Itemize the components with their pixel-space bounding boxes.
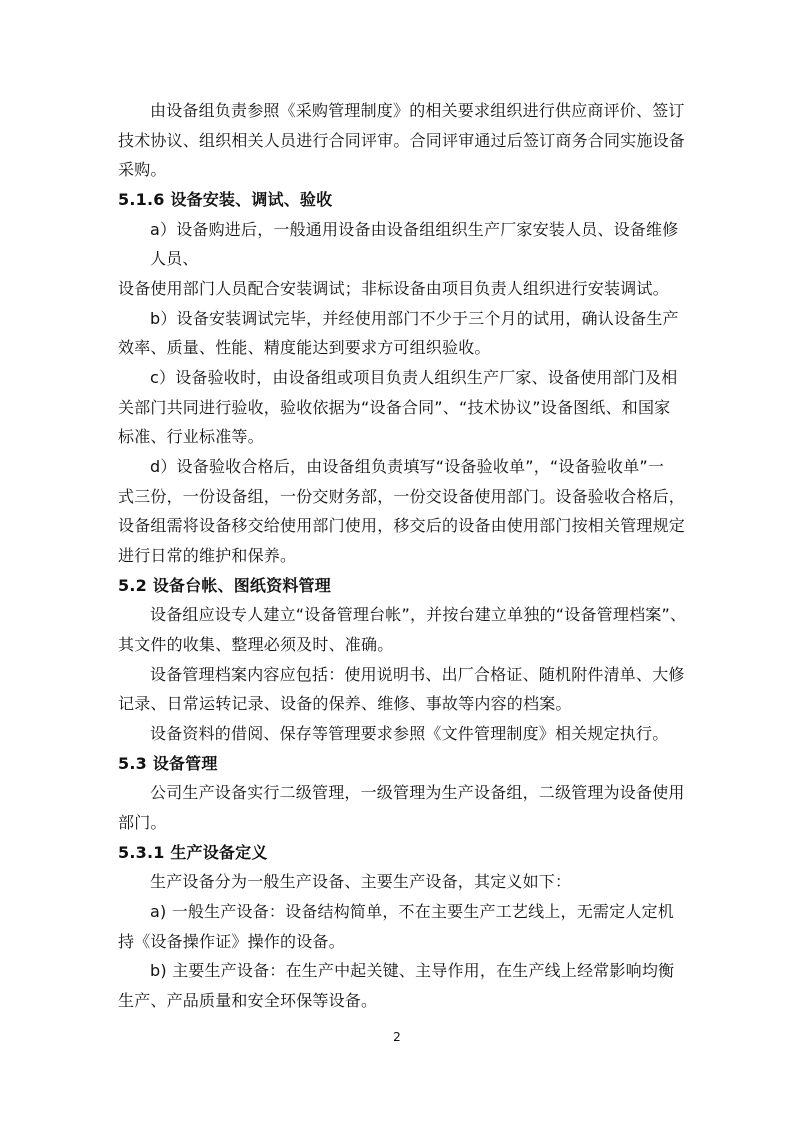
paragraph-line: 设备管理档案内容应包括：使用说明书、出厂合格证、随机附件清单、大修 <box>150 665 685 684</box>
section-heading-5-3-1: 5.3.1 生产设备定义 <box>118 843 268 862</box>
paragraph-line: 式三份，一份设备组，一份交财务部，一份交设备使用部门。设备验收合格后， <box>118 487 686 506</box>
paragraph-line: 公司生产设备实行二级管理，一级管理为生产设备组，二级管理为设备使用 <box>150 783 685 802</box>
list-item-c: c）设备验收时，由设备组或项目负责人组织生产厂家、设备使用部门及相 <box>150 368 678 387</box>
paragraph-line: 设备组应设专人建立“设备管理台帐”，并按台建立单独的“设备管理档案”、 <box>150 605 687 624</box>
paragraph-line: 采购。 <box>118 160 167 179</box>
section-heading-5-3: 5.3 设备管理 <box>118 754 218 773</box>
section-heading-5-1-6: 5.1.6 设备安装、调试、验收 <box>118 190 333 209</box>
paragraph-line: 由设备组负责参照《采购管理制度》的相关要求组织进行供应商评价、签订 <box>150 101 685 120</box>
section-heading-5-2: 5.2 设备台帐、图纸资料管理 <box>118 576 331 595</box>
paragraph-line: 生产、产品质量和安全环保等设备。 <box>118 991 378 1010</box>
list-item-d: d）设备验收合格后，由设备组负责填写“设备验收单”，“设备验收单”一 <box>150 457 665 476</box>
paragraph-line: 设备使用部门人员配合安装调试；非标设备由项目负责人组织进行安装调试。 <box>118 279 669 298</box>
paragraph-line: 人员、 <box>150 249 199 268</box>
paragraph-line: 部门。 <box>118 813 167 832</box>
paragraph-line: 其文件的收集、整理必须及时、准确。 <box>118 635 394 654</box>
paragraph-line: 标准、行业标准等。 <box>118 427 264 446</box>
paragraph-line: 进行日常的维护和保养。 <box>118 546 297 565</box>
page-number: 2 <box>393 1030 401 1044</box>
paragraph-line: 持《设备操作证》操作的设备。 <box>118 932 345 951</box>
paragraph-line: 效率、质量、性能、精度能达到要求方可组织验收。 <box>118 338 491 357</box>
list-item-a-general-equipment: a) 一般生产设备：设备结构简单，不在主要生产工艺线上，无需定人定机 <box>150 902 674 921</box>
paragraph-line: 记录、日常运转记录、设备的保养、维修、事故等内容的档案。 <box>118 694 572 713</box>
list-item-a: a）设备购进后，一般通用设备由设备组组织生产厂家安装人员、设备维修 <box>150 220 679 239</box>
list-item-b-main-equipment: b) 主要生产设备：在生产中起关键、主导作用，在生产线上经常影响均衡 <box>150 961 675 980</box>
paragraph-line: 设备资料的借阅、保存等管理要求参照《文件管理制度》相关规定执行。 <box>150 724 669 743</box>
paragraph-line: 技术协议、组织相关人员进行合同评审。合同评审通过后签订商务合同实施设备 <box>118 131 686 150</box>
paragraph-line: 设备组需将设备移交给使用部门使用，移交后的设备由使用部门按相关管理规定 <box>118 516 686 535</box>
paragraph-line: 生产设备分为一般生产设备、主要生产设备，其定义如下： <box>150 872 572 891</box>
list-item-b: b）设备安装调试完毕，并经使用部门不少于三个月的试用，确认设备生产 <box>150 309 679 328</box>
paragraph-line: 关部门共同进行验收，验收依据为“设备合同”、“技术协议”设备图纸、和国家 <box>118 398 671 417</box>
